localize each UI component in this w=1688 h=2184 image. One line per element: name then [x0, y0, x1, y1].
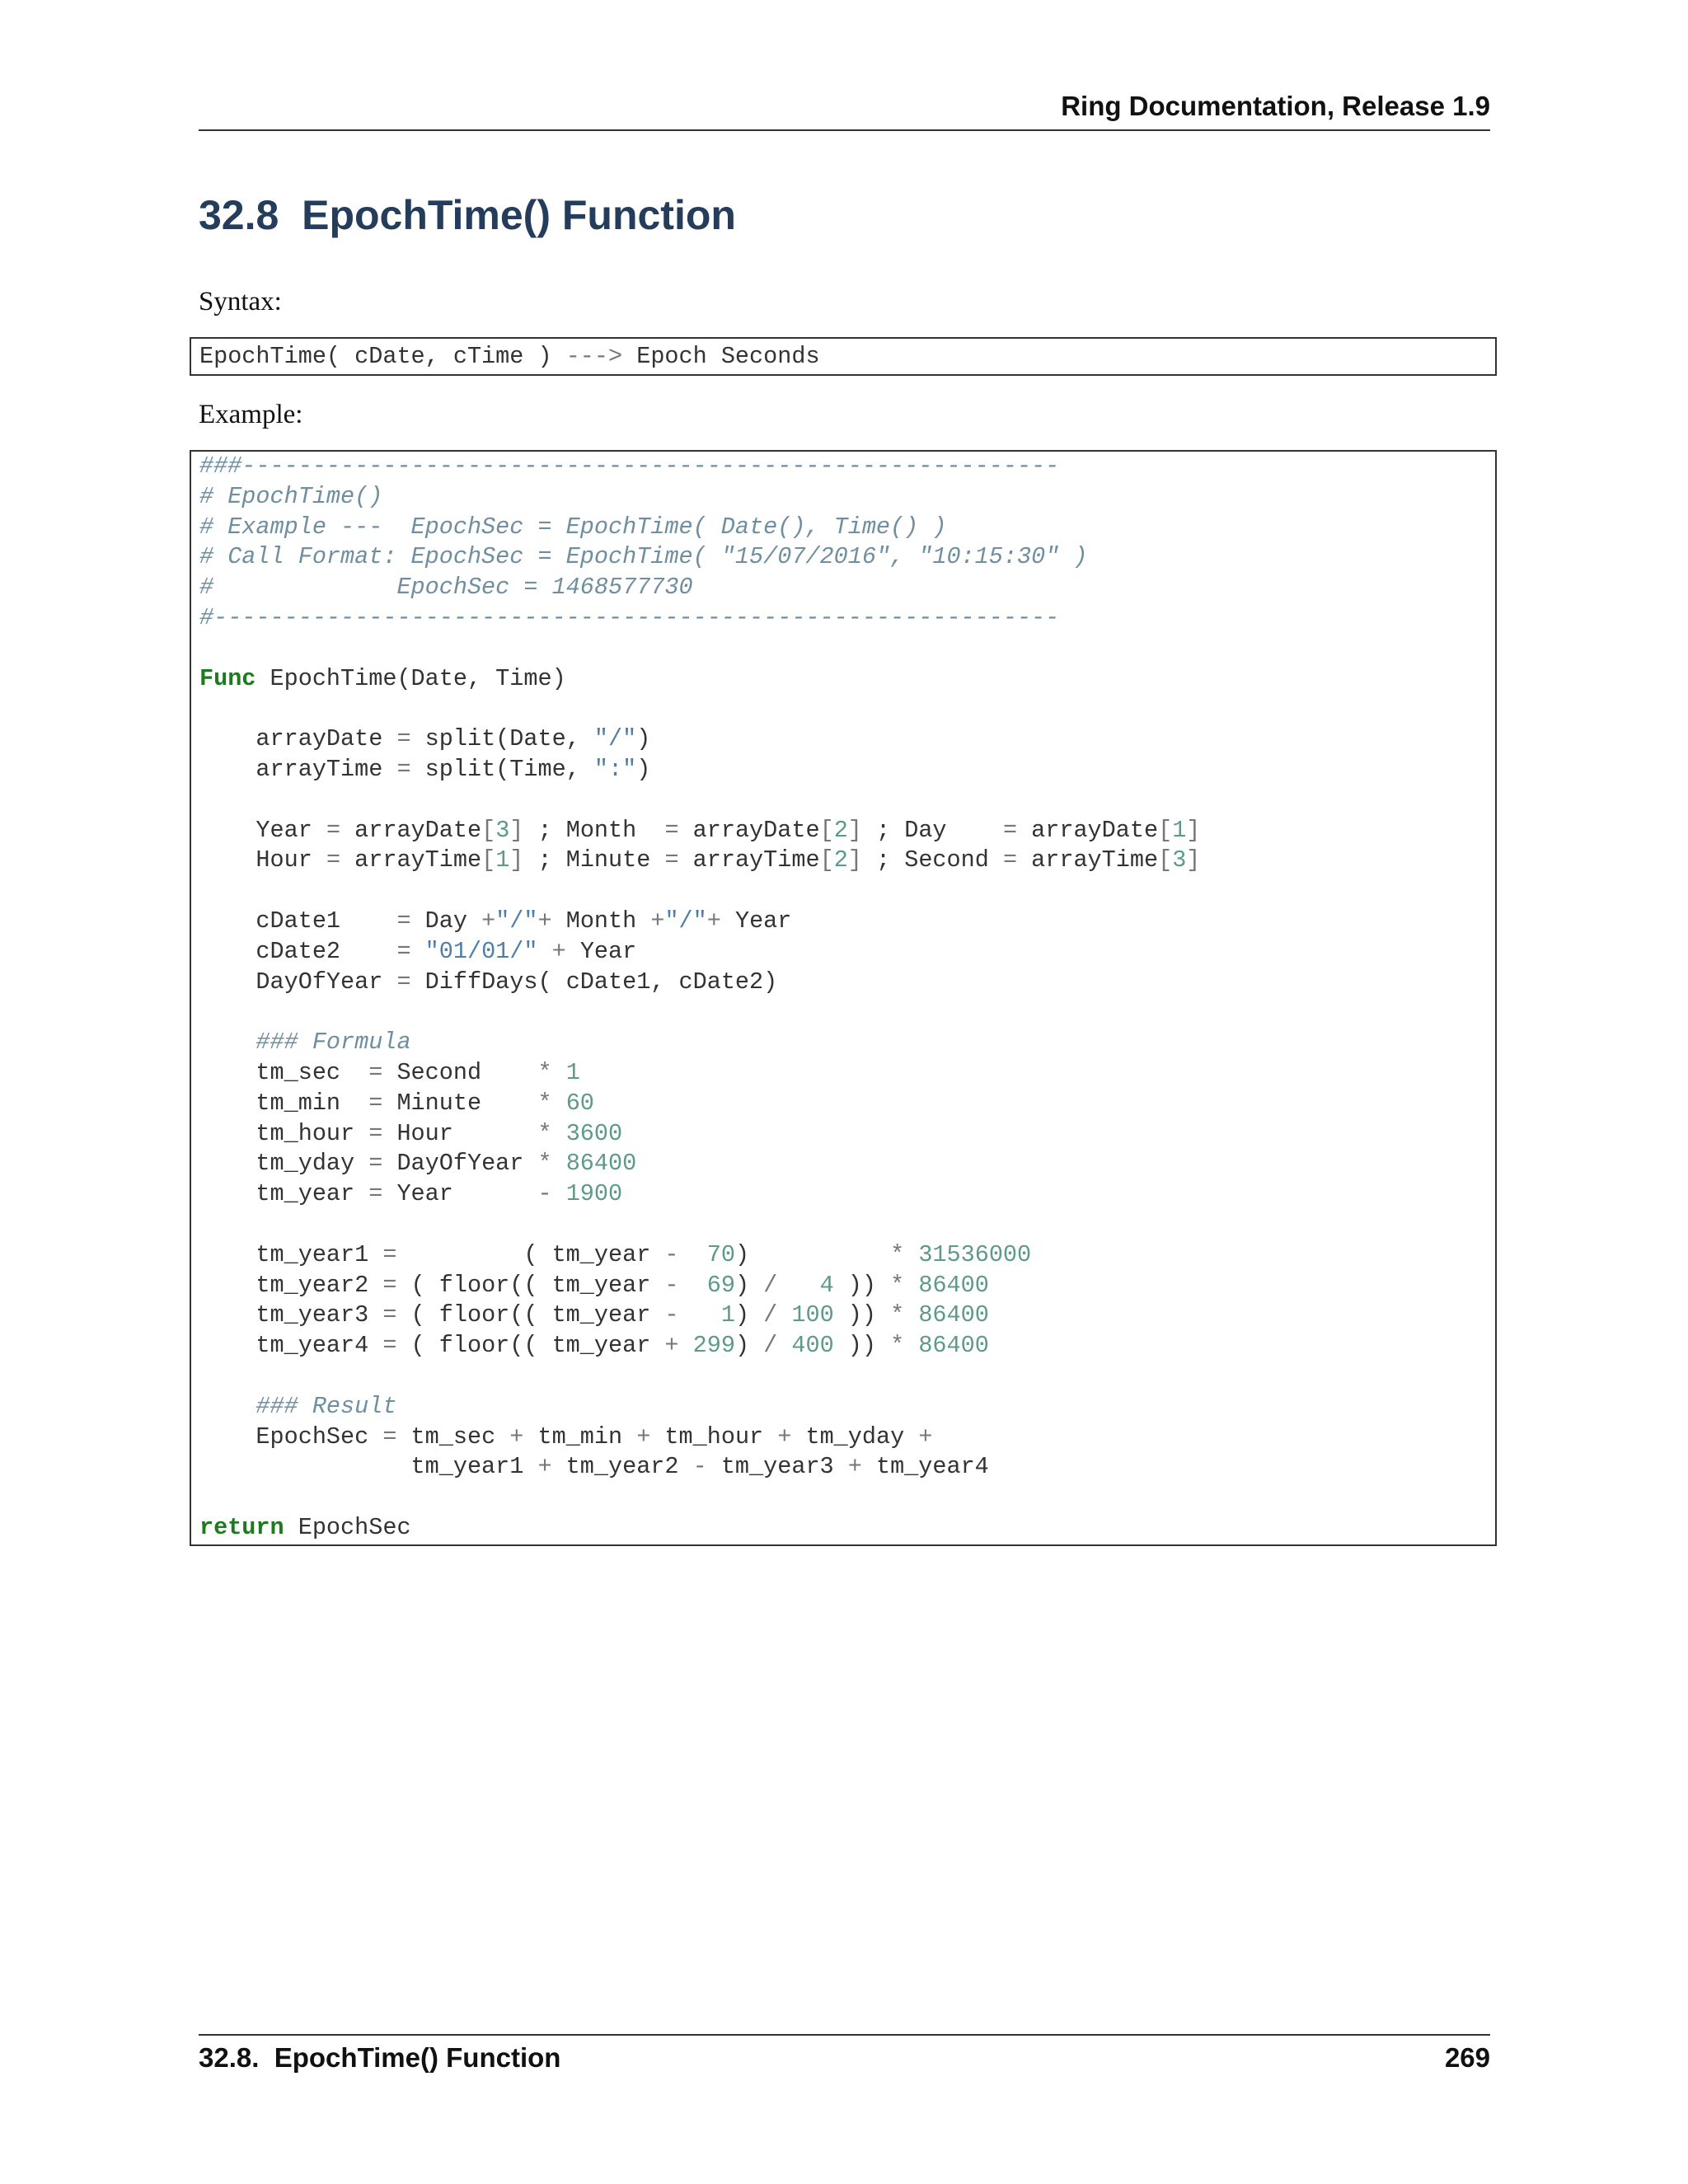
code-line: #------------------------------------------------------------: [199, 603, 1060, 631]
footer-rule: [199, 2034, 1490, 2036]
code-line: ### Formula: [199, 1029, 411, 1057]
code-line: tm_yday = DayOfYear * 86400: [199, 1150, 637, 1178]
section-title: 32.8 EpochTime() Function: [199, 192, 736, 238]
code-line: cDate1 = Day +"/"+ Month +"/"+ Year: [199, 907, 792, 935]
code-line: # EpochTime(): [199, 482, 383, 510]
code-line: DayOfYear = DiffDays( cDate1, cDate2): [199, 968, 778, 996]
code-line: # EpochSec = 1468577730: [199, 574, 693, 602]
syntax-code-text: EpochTime( cDate, cTime ) ---> Epoch Seconds: [199, 343, 820, 370]
syntax-code: [199, 339, 1487, 374]
code-line: Year = arrayDate[3] ; Month = arrayDate[2] ; Day = arrayDate[1]: [199, 816, 1201, 844]
code-line: Hour = arrayTime[1] ; Minute = arrayTime[2] ; Second = arrayTime[3]: [199, 846, 1201, 874]
example-code-block: [190, 450, 1497, 1546]
code-line: tm_min = Minute * 60: [199, 1089, 594, 1117]
code-line: tm_hour = Hour * 3600: [199, 1119, 623, 1147]
code-line: Func EpochTime(Date, Time): [199, 664, 566, 692]
running-header: Ring Documentation, Release 1.9: [1061, 91, 1490, 121]
syntax-code-block: [190, 337, 1497, 376]
code-line: tm_year4 = ( floor(( tm_year + 299) / 400 )) * 86400: [199, 1332, 989, 1360]
code-line: tm_year3 = ( floor(( tm_year - 1) / 100 )) * 86400: [199, 1301, 989, 1329]
code-line: ### Result: [199, 1392, 397, 1420]
syntax-label: Syntax:: [199, 287, 282, 316]
code-line: return EpochSec: [199, 1513, 411, 1541]
code-line: tm_year1 = ( tm_year - 70) * 31536000: [199, 1240, 1032, 1268]
code-line: ###----------------------------------------------------------: [199, 452, 1060, 480]
footer-section-ref: 32.8. EpochTime() Function: [199, 2042, 561, 2073]
code-line: EpochSec = tm_sec + tm_min + tm_hour + tm_yday +: [199, 1422, 933, 1451]
code-line: # Call Format: EpochSec = EpochTime( "15/07/2016", "10:15:30" ): [199, 543, 1088, 571]
code-line: tm_year1 + tm_year2 - tm_year3 + tm_year4: [199, 1453, 989, 1481]
code-line: tm_year2 = ( floor(( tm_year - 69) / 4 )) * 86400: [199, 1271, 989, 1299]
example-code: [199, 452, 1487, 1544]
code-line: tm_year = Year - 1900: [199, 1180, 623, 1208]
header-rule: [199, 129, 1490, 131]
code-line: arrayDate = split(Date, "/"): [199, 725, 651, 753]
example-label: Example:: [199, 400, 303, 429]
code-line: arrayTime = split(Time, ":"): [199, 755, 651, 783]
code-line: tm_sec = Second * 1: [199, 1058, 580, 1086]
code-line: cDate2 = "01/01/" + Year: [199, 937, 637, 965]
page-number: 269: [1444, 2042, 1490, 2073]
code-line: # Example --- EpochSec = EpochTime( Date(), Time() ): [199, 513, 947, 541]
